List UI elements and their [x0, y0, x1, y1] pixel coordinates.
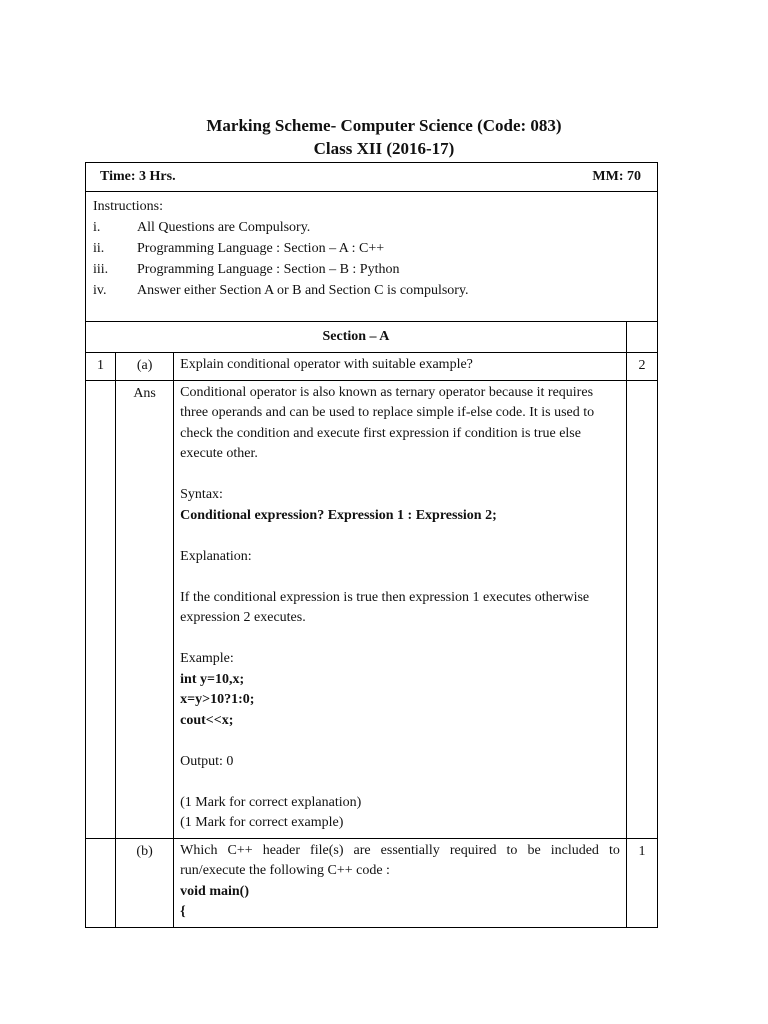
question-row: [86, 353, 658, 381]
instruction-item: iii. Programming Language : Section – B : Python: [93, 262, 400, 277]
syntax-expression: Conditional expression? Expression 1 : Expression 2;: [180, 507, 497, 523]
question-text: Explain conditional operator with suitable example?: [174, 353, 627, 381]
explanation-label: Explanation:: [180, 548, 252, 564]
instructions-block: [86, 192, 658, 322]
document-title: Marking Scheme- Computer Science (Code: 083): [206, 116, 562, 135]
code-line: void main(): [180, 883, 249, 899]
instruction-item: ii. Programming Language : Section – A : C++: [93, 241, 385, 256]
output-text: Output: 0: [180, 753, 234, 769]
question-marks: 2: [626, 353, 657, 381]
answer-label: Ans: [116, 380, 174, 838]
instructions-list: [93, 217, 649, 301]
code-line: int y=10,x;: [180, 671, 245, 687]
syntax-label: Syntax:: [180, 487, 223, 502]
instruction-item: iv. Answer either Section A or B and Section C is compulsory.: [93, 283, 469, 298]
code-line: {: [180, 904, 186, 919]
time-label: Time: 3 Hrs.: [100, 169, 176, 184]
question-marks: 1: [626, 838, 657, 927]
instruction-item: i. All Questions are Compulsory.: [93, 220, 311, 235]
max-marks-label: MM: 70: [592, 169, 641, 184]
code-line: x=y>10?1:0;: [180, 692, 255, 707]
question-number: 1: [86, 353, 116, 381]
question-part: (b): [116, 838, 174, 927]
question-part: (a): [116, 353, 174, 381]
marking-note: (1 Mark for correct example): [180, 815, 344, 830]
example-label: Example:: [180, 651, 234, 666]
question-body: Which C++ header file(s) are essentially required to be included to run/execute the following C++ code :: [180, 842, 620, 878]
time-row: [86, 163, 658, 192]
marking-note: (1 Mark for correct explanation): [180, 794, 362, 810]
explanation-text: If the conditional expression is true then expression 1 executes otherwise expression 2 executes.: [180, 589, 590, 625]
answer-row: [86, 380, 658, 838]
answer-paragraph: Conditional operator is also known as ternary operator because it requires three operands and can be used to replace simple if-else code. It is used to check the condition and execute first expression if condition is true else execute other.: [180, 384, 595, 461]
section-title: Section – A: [86, 322, 627, 353]
question-text: [174, 838, 627, 927]
marking-scheme-table: [85, 162, 658, 928]
instructions-row: [86, 192, 658, 322]
answer-text: [174, 380, 627, 838]
code-line: cout<<x;: [180, 712, 234, 728]
document-subtitle: Class XII (2016-17): [313, 139, 455, 158]
section-heading-row: [86, 322, 658, 353]
question-row: [86, 838, 658, 927]
instructions-label: Instructions:: [93, 199, 163, 214]
